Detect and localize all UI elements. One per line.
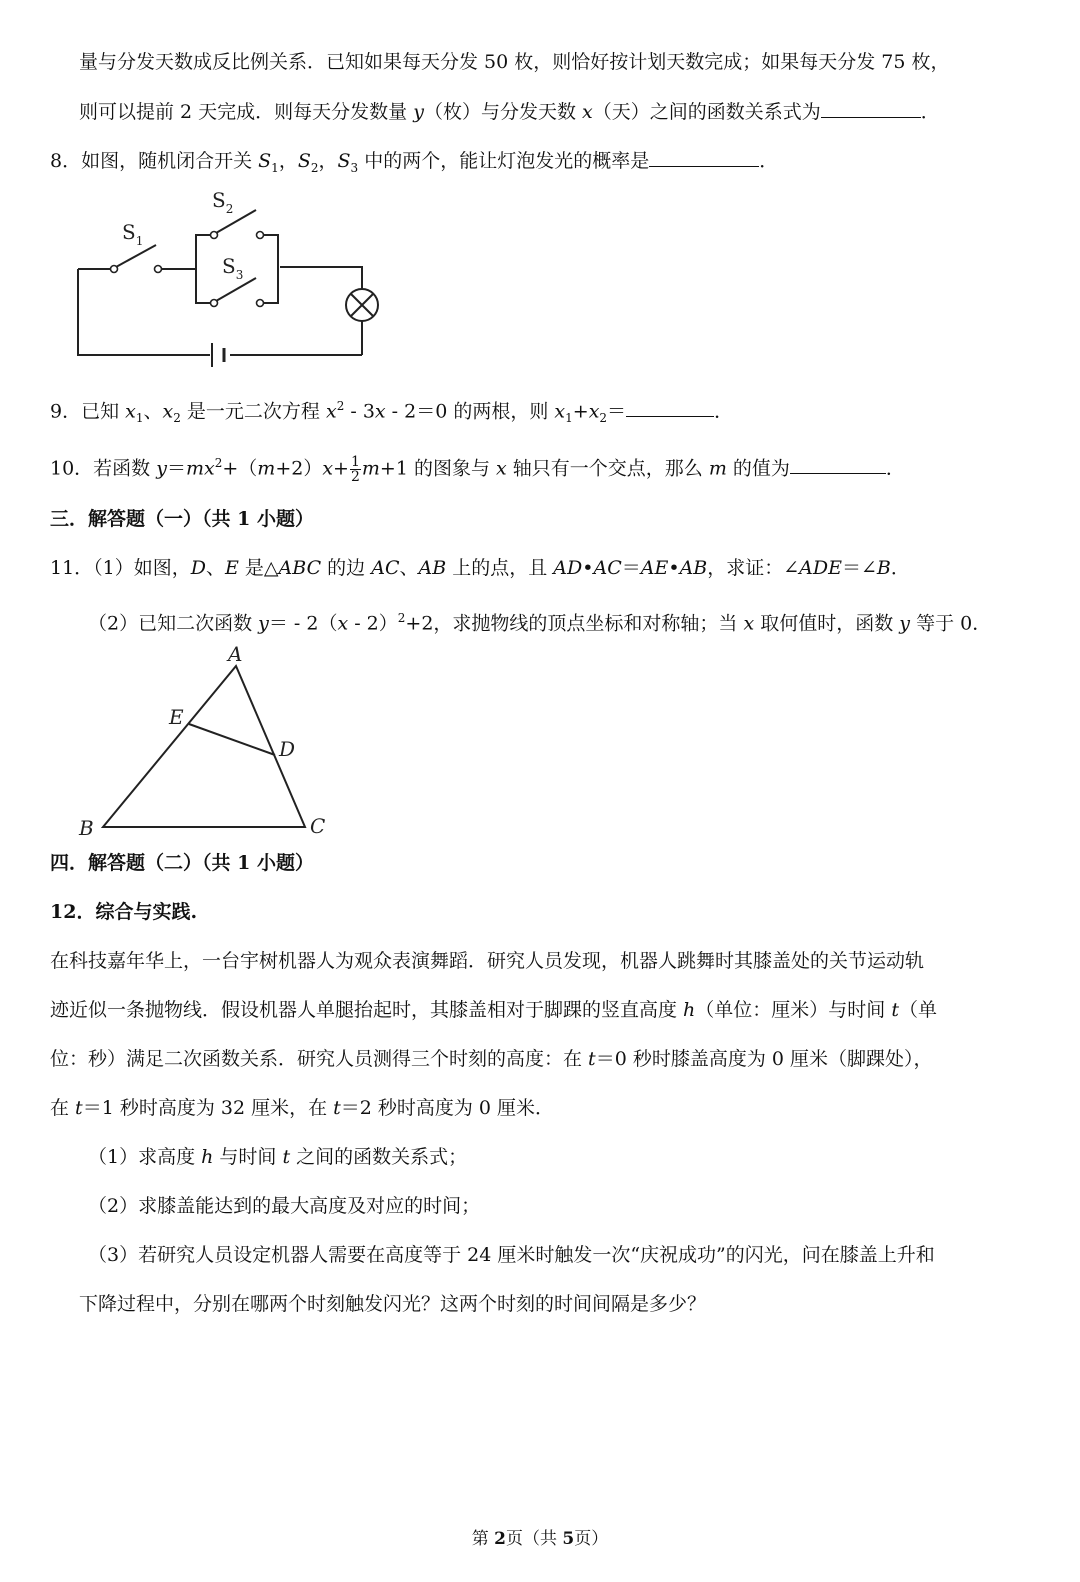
vertex-c: C bbox=[310, 814, 326, 838]
fraction-one-half: $\frac{1}{2}$ bbox=[350, 453, 360, 485]
answer-blank[interactable] bbox=[649, 146, 759, 167]
page-footer: 第 2页（共 5页） bbox=[471, 1529, 609, 1549]
q7-line-1: 量与分发天数成反比例关系．已知如果每天分发 50 枚，则恰好按计划天数完成；如果每天分发 75 枚， bbox=[79, 51, 950, 73]
q12-para-2: 迹近似一条抛物线．假设机器人单腿抬起时，其膝盖相对于脚踝的竖直高度 h（单位：厘米）与时间 t（单 bbox=[50, 999, 937, 1021]
triangle-abc bbox=[103, 666, 305, 827]
page-number: 2 bbox=[494, 1529, 506, 1549]
q8-text: 8．如图，随机闭合开关 $S_1$，$S_2$，$S_3$ 中的两个，能让灯泡发光的概率是 ． bbox=[50, 146, 778, 182]
point-d: D bbox=[279, 737, 296, 761]
q12-para-4: 在 t＝1 秒时高度为 32 厘米，在 t＝2 秒时高度为 0 厘米． bbox=[50, 1097, 555, 1119]
circuit-diagram bbox=[70, 185, 390, 370]
q12-para-3: 位：秒）满足二次函数关系．研究人员测得三个时刻的高度：在 t＝0 秒时膝盖高度为 0 厘米（脚踝处）， bbox=[50, 1048, 933, 1070]
bracket-left bbox=[196, 235, 210, 303]
q9-text: 9．已知 $x_1$、$x_2$ 是一元二次方程 $x^2 - 3x - 2=0$ 的两根，则 $x_1+x_2=$ ． bbox=[50, 392, 733, 432]
section-3-heading: 三．解答题（一）（共 1 小题） bbox=[50, 508, 314, 530]
label-s1: $S_1$ bbox=[122, 220, 144, 248]
vertex-b: B bbox=[79, 816, 94, 840]
answer-blank[interactable] bbox=[790, 453, 886, 474]
vertex-a: A bbox=[228, 642, 243, 666]
q12-title: 12．综合与实践. bbox=[50, 901, 198, 923]
label-s3: $S_3$ bbox=[222, 254, 244, 282]
point-e: E bbox=[169, 705, 184, 729]
wire-left-bottom bbox=[78, 269, 210, 355]
q12-sub-3-line-1: （3）若研究人员设定机器人需要在高度等于 24 厘米时触发一次“庆祝成功”的闪光，问在膝盖上升和 bbox=[88, 1244, 935, 1266]
answer-blank[interactable] bbox=[821, 97, 921, 118]
q12-sub-2: （2）求膝盖能达到的最大高度及对应的时间； bbox=[88, 1195, 481, 1217]
q11-part2: （2）已知二次函数 y＝ - 2（x - 2）$^2$+2，求抛物线的顶点坐标和对称轴；当 x 取何值时，函数 y 等于 0． bbox=[88, 611, 992, 635]
q12-sub-3-line-2: 下降过程中，分别在哪两个时刻触发闪光？这两个时刻的时间间隔是多少？ bbox=[79, 1293, 707, 1315]
switch-s2-blade bbox=[216, 210, 256, 233]
q10-text: 10．若函数 $y=mx^2+(m+2)x+$ $\frac{1}{2}$ m+1 的图象与 x 轴只有一个交点，那么 m 的值为 ． bbox=[50, 453, 905, 485]
triangle-diagram bbox=[74, 640, 344, 845]
q12-para-1: 在科技嘉年华上，一台宇树机器人为观众表演舞蹈．研究人员发现，机器人跳舞时其膝盖处的关节运动轨 bbox=[50, 950, 925, 972]
section-4-heading: 四．解答题（二）（共 1 小题） bbox=[50, 852, 314, 874]
label-s2: $S_2$ bbox=[212, 188, 234, 216]
q7-line-2: 则可以提前 2 天完成．则每天分发数量 y（枚）与分发天数 x（天）之间的函数关系式为 ． bbox=[79, 97, 940, 126]
answer-blank[interactable] bbox=[626, 396, 714, 417]
wire-right-upper bbox=[280, 267, 362, 289]
q11-part1: 11．（1）如图，D、E 是△ABC 的边 AC、AB 上的点，且 AD•AC＝AE•AB，求证：∠ADE＝∠B． bbox=[50, 557, 910, 579]
page-total: 5 bbox=[562, 1529, 575, 1549]
q12-sub-1: （1）求高度 h 与时间 t 之间的函数关系式； bbox=[88, 1146, 468, 1168]
bracket-right bbox=[264, 235, 278, 303]
switch-s1-blade bbox=[116, 245, 156, 267]
